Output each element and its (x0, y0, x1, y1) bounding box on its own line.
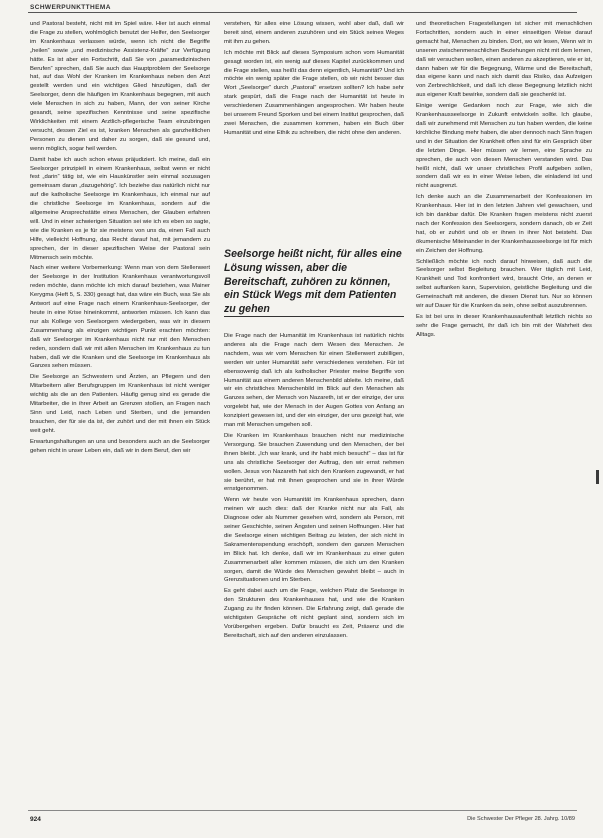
paragraph: Die Seelsorge an Schwestern und Ärzten, an Pflegern und den Mitarbeitern aller Berufsgruppen im Krankenhaus ist nicht weniger wichtig als die an den Patienten. Häufig genug sind es gerade die Mitarbeiter, die in ihrer Arbeit an Grenzen stoßen, an Fragen nach Sinn und Leid, nach Leben und Sterben, und die jemanden brauchen, der für sie da ist, der zuhört und der mit ihnen ein Stück weit geht. (30, 374, 210, 434)
paragraph: Nach einer weitere Vorbemerkung: Wenn man von dem Stellenwert der Seelsorge in der Institution Krankenhaus verantwortungsvoll reden möchte, dann möchte ich mich darauf beziehen, was Mainer Kerygma (Heft 5, S. 330) gesagt hat, das wäre ein Buch, was Sie als Antwort auf eine Frage nach einem Krankenhaus-Seelsorger, der heute in eine Krise hineinkommt, antworten müssen. Ich kann das nur als Kollege von Seelsorgern wiedergeben, was wir in diesem Zusammenhang als einzigen wichtigen Punkt erachten möchten: daß wir Seelsorger im Krankenhaus nicht nur mit den Menschen reden, sondern daß wir mit allen Menschen im Krankenhaus zu tun haben, daß wir die Kranken und die Seelsorge im Krankenhaus als Ganzes sehen müssen. (30, 265, 210, 370)
paragraph: Schließlich möchte ich noch darauf hinweisen, daß auch die Seelsorger selbst Begleitung brauchen. Wer täglich mit Leid, Krankheit und Tod konfrontiert wird, braucht Orte, an denen er selbst auftanken kann, Supervision, geistliche Begleitung und die Gemeinschaft mit anderen, die diesen Dienst tun. Nur so können wir auf Dauer für die Kranken da sein, ohne selbst auszubrennen. (416, 258, 592, 310)
paragraph: Ich möchte mit Blick auf dieses Symposium schon vom Humanität gesagt worden ist, ein wenig auf dieses Kapitel zurückkommen und die Frage stellen, was heißt das denn eigentlich, Humanität? Und ich möchte ein wenig später die Frage stellen, ob wir nicht besser das Wort „Seelsorger“ durch „Pastoral“ ersetzen sollten? Ich habe sehr stark gespürt, daß die Frage nach der Humanität ist heute in verschiedenen Zusammenhängen angesprochen. Wir haben heute bei unserem Freund Sporken und bei einem Institut gesprochen, daß zwei Menschen, die zusammen kommen, haben ein Buch über Humanität und eine Ethik zu schreiben, die nicht ohne den anderen. (224, 49, 404, 136)
text-column-3 (416, 20, 592, 804)
publication-source: Die Schwester Der Pfleger 28. Jahrg. 10/89 (467, 816, 575, 822)
header-rule (28, 12, 577, 13)
pull-quote-rule (224, 316, 404, 317)
text-column-1 (30, 20, 210, 804)
paragraph: Ich denke auch an die Zusammenarbeit der Konfessionen im Krankenhaus. Hier ist in den letzten Jahren viel gewachsen, und ich bin dankbar dafür. Die Kranken fragen meistens nicht zuerst nach der Konfession des Seelsorgers, sondern danach, ob er Zeit hat, ob er zuhört und ob er ihnen in ihrer Not beisteht. Das ökumenische Miteinander in der Krankenhausseelsorge ist für mich ein Zeichen der Hoffnung. (416, 194, 592, 254)
paragraph: und theoretischen Fragestellungen ist sicher mit menschlichen Fortschritten, sondern auch in einer einseitigen Weise darauf gemacht hat, Menschen zu binden. Dort, wo wir lesen, Wenn wir in unseren zwischenmenschlichen Beziehungen nicht mit dem lernen, daß wir versuchen wollen, einen anderen zu akzeptieren, wie er ist, dann haben wir für die Begegnung, Wärme und die Bereitschaft, das eigene kann und nach sich damit das Risiko, das Aufzeigen von Zerbrechlichkeit, und daß ich diese Begegnung letztlich nicht aus eigener Kraft bewirke, sondern daß sie geschenkt ist. (416, 21, 592, 99)
section-header: SCHWERPUNKTTHEMA (30, 4, 111, 11)
pull-quote: Seelsorge heißt nicht, für alles eine Lösung wissen, aber die Bereitschaft, zuhören zu können, ein Stück Wegs mit dem Patienten zu gehen (224, 248, 402, 316)
paragraph: Die Frage nach der Humanität im Krankenhaus ist natürlich nichts anderes als die Frage nach dem Wesen des Menschen. Je nachdem, was wir vom Menschen für einen Stellenwert zubilligen, werden wir unter Humanität sehr verschiedenes verstehen. Für ist ebensowenig daß ich als katholischer Priester meine Begriffe von Humanität aus einem anderen Menschenbild ableite. Ich meine, daß wir ein christliches Menschenbild im Blick auf den Menschen als Ganzes sehen, der Mensch von Nazareth, ist er der einzige, der uns vorgelebt hat, wie der Mensch in der Augen Gottes von Anfang an konzipiert gewesen ist, und der ein einziger, der uns gezeigt hat, wie man mit Menschen umgehen soll. (224, 333, 404, 429)
paragraph: Es geht dabei auch um die Frage, welchen Platz die Seelsorge in den Strukturen des Krankenhauses hat, und wie die Kranken Zugang zu ihr finden können. Die Erfahrung zeigt, daß gerade die wichtigsten Gespräche oft nicht geplant sind, sondern sich im Vorübergehen ergeben. Dafür braucht es Zeit, Präsenz und die Bereitschaft, sich auf den anderen einzulassen. (224, 588, 404, 639)
paragraph: Erwartungshaltungen an uns und besonders auch an die Seelsorger gehen nicht in unser Leben ein, daß wir in dem Beruf, den wir (30, 438, 210, 454)
paragraph: Die Kranken im Krankenhaus brauchen nicht nur medizinische Versorgung. Sie brauchen Zuwendung und den Menschen, der bei ihnen bleibt. „Ich war krank, und ihr habt mich besucht“ – das ist für uns als christliche Seelsorger der Auftrag, den wir ernst nehmen wollen. Jesus von Nazareth hat sich den Kranken zugewandt, er hat sie berührt, er hat mit ihnen gesprochen und sie in ihrer Würde ernstgenommen. (224, 432, 404, 493)
footer-rule (28, 810, 577, 811)
paragraph: Wenn wir heute von Humanität im Krankenhaus sprechen, dann meinen wir auch dies: daß der Kranke nicht nur als Fall, als Diagnose oder als Nummer gesehen wird, sondern als Person, mit seiner Geschichte, seinen Ängsten und seinen Hoffnungen. Hier hat die Seelsorge einen wichtigen Beitrag zu leisten, der sich nicht in Sakramentenspendung erschöpft, sondern den ganzen Menschen im Blick hat. Ich denke, daß wir im Krankenhaus zu einer guten Zusammenarbeit aller kommen müssen, die sich um den Kranken sorgen, damit die Würde des Menschen gewahrt bleibt – auch in Grenzsituationen und im Sterben. (224, 497, 404, 584)
paragraph: Damit habe ich auch schon etwas präjudiziert. Ich meine, daß ein Seelsorger prinzipiell in einem Krankenhaus, selbst wenn er nicht fest „darin“ tätig ist, wie ein Hauskünstler sein einmal sozusagen gemeinsam daran „dazugehörig“. Ich beziehe das natürlich nicht nur auf die katholische Seelsorge im Krankenhaus, ich einmal nur auf die christliche Seelsorge im Krankenhaus, sondern auf die allgemeine Ansprechstätte eines Menschen, der Glauben erfahren will. Und in einer schwierigen Situation sei wie ich es eben so sagte, wie die Kranken es je für sie meistens von uns da, einen Fall auch Hilfe, vielleicht Hoffnung, das Recht darauf hat, mit jemandem zu sprechen, der in dieser spezifischen Weise der Pastoral sein Mitmensch sein möchte. (30, 156, 210, 261)
margin-mark (596, 470, 599, 484)
paragraph: Es ist bei uns in dieser Krankenhausaufenthalt letztlich nichts so sehr die Frage gemacht, ihr daß ich bin mit der Wahrheit des Alltags. (416, 314, 592, 338)
text-column-2-top (224, 20, 404, 218)
paragraph: und Pastoral besteht, nicht mit im Spiel wäre. Hier ist auch einmal die Frage zu stellen, wohlmöglich benutzt der Helfer, den Seelsorger im Krankenhaus verlassen würde, wenn ich nicht die Begriffe „heilen“ sowie „und medizinische Assistenz-Kräfte“ zur Verfügung hätte. Es ist aber ein Fortschritt, daß Sie von „paramedizinischen Berufen“ sprechen, daß Sie auch das Hauptproblem der Seelsorge hat, auf das Wohl der Kranken im Krankenhaus neben den Arzt gestellt werden und ein wichtiges Glied hinzufügen, daß der Seelsorger, denn die häufigen im Krankenhaus begegnen, mit auch viele Menschen in sich zu haben, Mann, der von seiner Kirche gesandt, seine spezifischen Kenntnisse und seine spezifische Wirklichkeiten mit einem Arztlich-pflegerische Team einzubringen versucht, dessen Ziel es ist, kranken Menschen als ganzheitlichen Personen zu dienen und daher zu sorgen, daß sie gesund und, wenn möglich, sogar heil werden. (30, 21, 210, 152)
text-column-2 (224, 20, 404, 804)
paragraph: Einige wenige Gedanken noch zur Frage, wie sich die Krankenhausseelsorge in Zukunft entwickeln sollte. Ich glaube, daß wir zunehmend mit Menschen zu tun haben werden, die keine kirchliche Bindung mehr haben, die aber dennoch nach Sinn fragen und in der Situation der Krankheit offen sind für ein Gespräch über die letzten Dinge. Hier müssen wir lernen, eine Sprache zu sprechen, die auch von diesen Menschen verstanden wird. Das heißt nicht, daß wir unser christliches Profil aufgeben sollen, sondern daß wir es in einer Weise leben, die einladend ist und nicht ausgrenzt. (416, 103, 592, 190)
page-number: 924 (30, 816, 41, 823)
paragraph: verstehen, für alles eine Lösung wissen, wohl aber daß, daß wir bereit sind, einem anderen zuzuhören und ein Stück seines Weges mit ihm zu gehen. (224, 21, 404, 45)
text-column-2-bottom (224, 332, 404, 804)
